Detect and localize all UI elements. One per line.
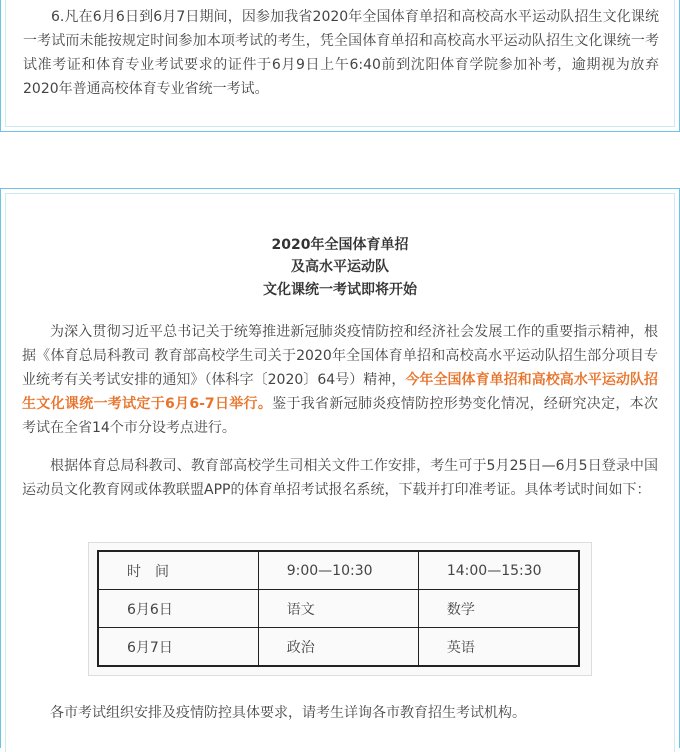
notice-title-line-1: 2020年全国体育单招 xyxy=(271,237,409,253)
table-cell: 英语 xyxy=(418,628,579,667)
table-cell: 6月6日 xyxy=(98,590,258,628)
notice-title-line-3: 文化课统一考试即将开始 xyxy=(263,282,417,298)
table-cell: 数学 xyxy=(418,590,579,628)
table-header-row xyxy=(98,551,579,590)
table-header-cell: 14:00—15:30 xyxy=(418,551,579,590)
notice-paragraph-3: 各市考试组织安排及疫情防控具体要求，请考生详询各市教育招生考试机构。 xyxy=(50,705,526,721)
table-row xyxy=(98,590,579,628)
exam-schedule-table xyxy=(97,550,580,667)
table-cell: 语文 xyxy=(258,590,418,628)
notice-paragraph-2: 根据体育总局科教司、教育部高校学生司相关文件工作安排，考生可于5月25日—6月5日登录中国运动员文化教育网或体教联盟APP的体育单招考试报名系统，下载并打印准考证。具体考试时间如下： xyxy=(22,458,658,498)
notice-paragraph-1 xyxy=(22,320,658,440)
exam-date-highlight: 今年全国体育单招和高校高水平运动队招生文化课统一考试定于6月6-7日举行。 xyxy=(22,372,659,412)
makeup-exam-paragraph: 6.凡在6月6日到6月7日期间，因参加我省2020年全国体育单招和高校高水平运动队招生文化课统一考试而未能按规定时间参加本项考试的考生，凭全国体育单招和高校高水平运动队招生文化课统一考试准考证和体育专业考试要求的证件于6月9日上午6:40前到沈阳体育学院参加补考，逾期视为放弃2020年普通高校体育专业省统一考试。 xyxy=(23,9,659,97)
table-cell: 6月7日 xyxy=(98,628,258,667)
notice-card-top xyxy=(0,0,680,132)
table-header-cell: 时 间 xyxy=(98,551,258,590)
paragraph-1-text-end: 鉴于我省新冠肺炎疫情防控形势变化情况，经研究决定，本次考试在全省14个市分设考点进行。 xyxy=(22,396,658,436)
table-header-cell: 9:00—10:30 xyxy=(258,551,418,590)
paragraph-1-text: 为深入贯彻习近平总书记关于统筹推进新冠肺炎疫情防控和经济社会发展工作的重要指示精神，根据《体育总局科教司 教育部高校学生司关于2020年全国体育单招和高校高水平运动队招生部分项目专业统考有关考试安排的通知》（体科字〔2020〕64号）精神， xyxy=(22,324,658,388)
table-cell: 政治 xyxy=(258,628,418,667)
table-row xyxy=(98,628,579,667)
notice-title-line-2: 及高水平运动队 xyxy=(291,259,389,275)
